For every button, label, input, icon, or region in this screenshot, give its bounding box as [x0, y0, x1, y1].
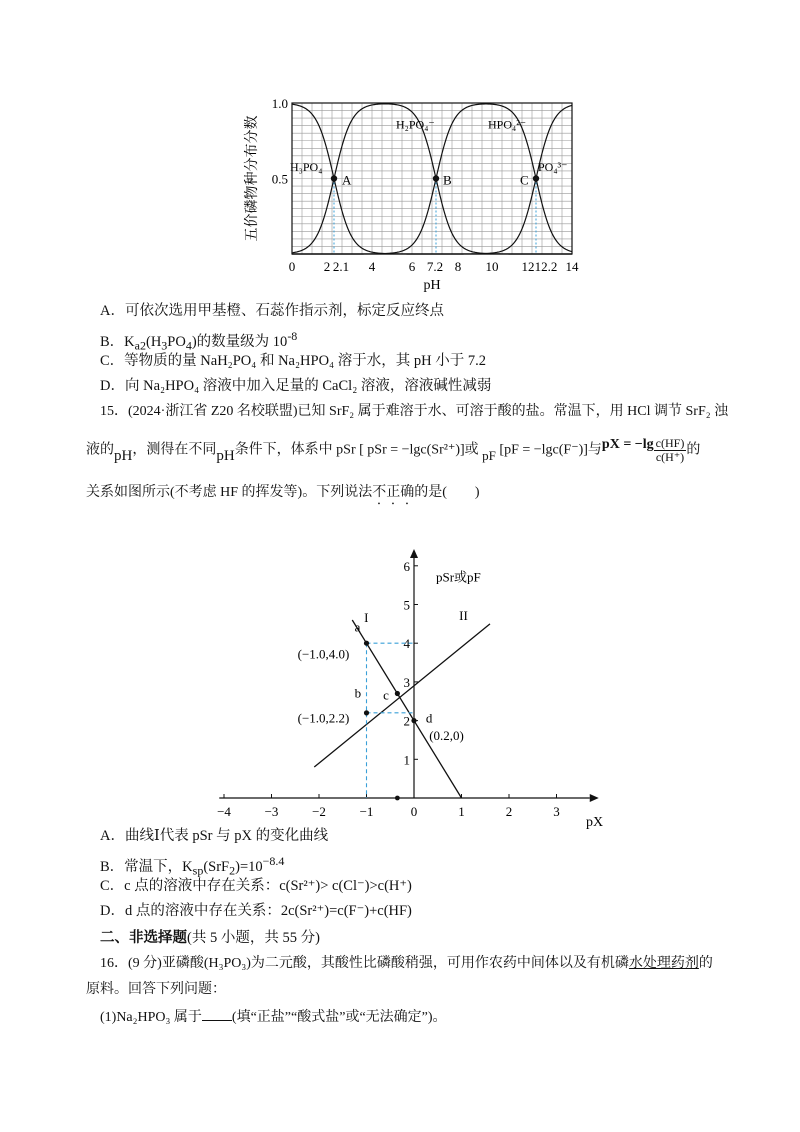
x-tick-label: 8: [454, 259, 462, 274]
point-coord: (0.2,0): [429, 727, 464, 743]
y-tick-label: 5: [403, 597, 410, 613]
x-tick-label: −4: [217, 804, 231, 819]
point-label: a: [354, 619, 361, 635]
x-tick-label: 4: [368, 259, 376, 274]
q15-option-c: C．c 点的溶液中存在关系：c(Sr²⁺)> c(Cl⁻)>c(H⁺): [100, 878, 412, 894]
equivalence-point: [331, 175, 337, 181]
point-label: A: [342, 172, 352, 188]
q15-stem-line3: 关系如图所示(不考虑 HF 的挥发等)。下列说法不正确的是( ): [86, 485, 480, 500]
q15-option-b: B．常温下，$K_{sp}(SrF_2)=10^{-8.4}$: [100, 854, 285, 878]
series-line-II: [314, 624, 490, 767]
point-label: B: [443, 172, 452, 188]
x-tick-label: 10: [485, 259, 499, 274]
x-tick-label-pka: 7.2: [426, 259, 444, 274]
q16-stem-line2: 原料。回答下列问题：: [86, 982, 226, 997]
answer-blank[interactable]: [202, 1006, 232, 1021]
q14-option-b: B．$K_{a2}(H_3PO_4)$的数量级为 $10^{-8}$: [100, 329, 298, 353]
q15-stem-line2: 液的pH，测得在不同pH条件下，体系中 pSr [ pSr = −lgc(Sr²⁺)]或 pF [pF = −lgc(F⁻)]与pX = −lg $\frac{c(HF)}{c(H^+)}$ 的: [86, 436, 701, 464]
series-label: I: [364, 609, 369, 625]
species-label: PO₄³⁻: [538, 159, 568, 174]
x-tick-label: 2: [323, 259, 331, 274]
y-tick-label: 1.0: [271, 96, 288, 111]
series-label: II: [459, 607, 468, 623]
x-tick-label: −2: [312, 804, 326, 819]
x-tick-label: 14: [565, 259, 579, 274]
species-label: H₃PO₄: [290, 159, 323, 174]
point-coord: (−1.0,4.0): [297, 646, 350, 662]
species-label: HPO₄²⁻: [488, 117, 527, 132]
equivalence-point: [433, 175, 439, 181]
q15-stem-line1: 15．(2024·浙江省 Z20 名校联盟)已知 SrF₂ 属于难溶于水、可溶于酸的盐。常温下，用 HCl 调节 SrF₂ 浊: [100, 404, 729, 419]
y-axis-arrow: [410, 549, 418, 558]
equivalence-point: [533, 175, 539, 181]
y-tick-label: 2: [403, 713, 410, 729]
y-tick-label: 4: [403, 636, 410, 652]
x-tick-label: −1: [359, 804, 374, 819]
y-tick-label: 3: [403, 674, 410, 690]
species-distribution-figure: [240, 88, 600, 298]
x-tick-label: 1: [458, 804, 465, 819]
point-label: c: [383, 687, 389, 703]
x-tick-label-pka: 12.2: [534, 259, 558, 274]
x-tick-label: 0: [288, 259, 296, 274]
q15-option-d: D．d 点的溶液中存在关系：2c(Sr²⁺)=c(F⁻)+c(HF): [100, 903, 412, 919]
species-distribution-svg: [240, 88, 600, 298]
x-tick-label-pka: 2.1: [332, 259, 350, 274]
point-label: b: [354, 685, 362, 701]
x-axis-arrow: [590, 794, 599, 802]
point-label: d: [425, 710, 433, 726]
y-tick-label: 0.5: [271, 171, 288, 187]
x-tick-label: −3: [264, 804, 279, 819]
y-tick-label: 6: [403, 558, 410, 574]
y-tick-label: 1: [403, 752, 410, 768]
x-tick-label: 3: [553, 804, 560, 819]
psr-pf-chart-svg: [200, 515, 620, 830]
species-label: H₂PO₄⁻: [396, 117, 435, 132]
q14-option-c: C．等物质的量 NaH₂PO₄ 和 Na₂HPO₄ 溶于水，其 pH 小于 7.2: [100, 353, 486, 369]
q16-subquestion-1: (1)Na₂HPO₃ 属于 (填“正盐”“酸式盐”或“无法确定”)。: [100, 1006, 447, 1028]
y-axis-label: 五价磷物种分布分数: [245, 115, 260, 242]
x-tick-label: 0: [410, 804, 418, 819]
point-coord: (−1.0,2.2): [297, 710, 350, 726]
section-heading: 二、非选择题(共 5 小题，共 55 分): [100, 930, 320, 946]
data-point-b: [364, 710, 369, 715]
px-fraction: $\frac{c(HF)}{c(H^+)}$: [655, 436, 685, 464]
q16-stem-line1: 16．(9 分)亚磷酸(H₃PO₃)为二元酸，其酸性比磷酸稍强，可用作农药中间体以及有机磷水处理药剂的: [100, 956, 713, 971]
x-tick-label: 12: [521, 259, 535, 274]
q14-option-a: A．可依次选用甲基橙、石蕊作指示剂，标定反应终点: [100, 303, 444, 319]
q14-option-d: D．向 Na₂HPO₄ 溶液中加入足量的 CaCl₂ 溶液，溶液碱性减弱: [100, 378, 492, 394]
q15-option-a: A．曲线Ⅰ代表 pSr 与 pX 的变化曲线: [100, 828, 329, 844]
point-label: C: [520, 172, 529, 188]
data-point-a: [364, 641, 369, 646]
data-point-c: [395, 691, 400, 696]
psr-pf-chart: [200, 515, 620, 830]
x-axis-label: pX: [585, 815, 604, 830]
axis-point: [395, 796, 400, 801]
data-point-d: [411, 718, 416, 723]
x-axis-label: pH: [423, 278, 441, 293]
x-tick-label: 6: [408, 259, 416, 274]
x-tick-label: 2: [505, 804, 513, 819]
y-axis-label: pSr或pF: [436, 569, 481, 585]
